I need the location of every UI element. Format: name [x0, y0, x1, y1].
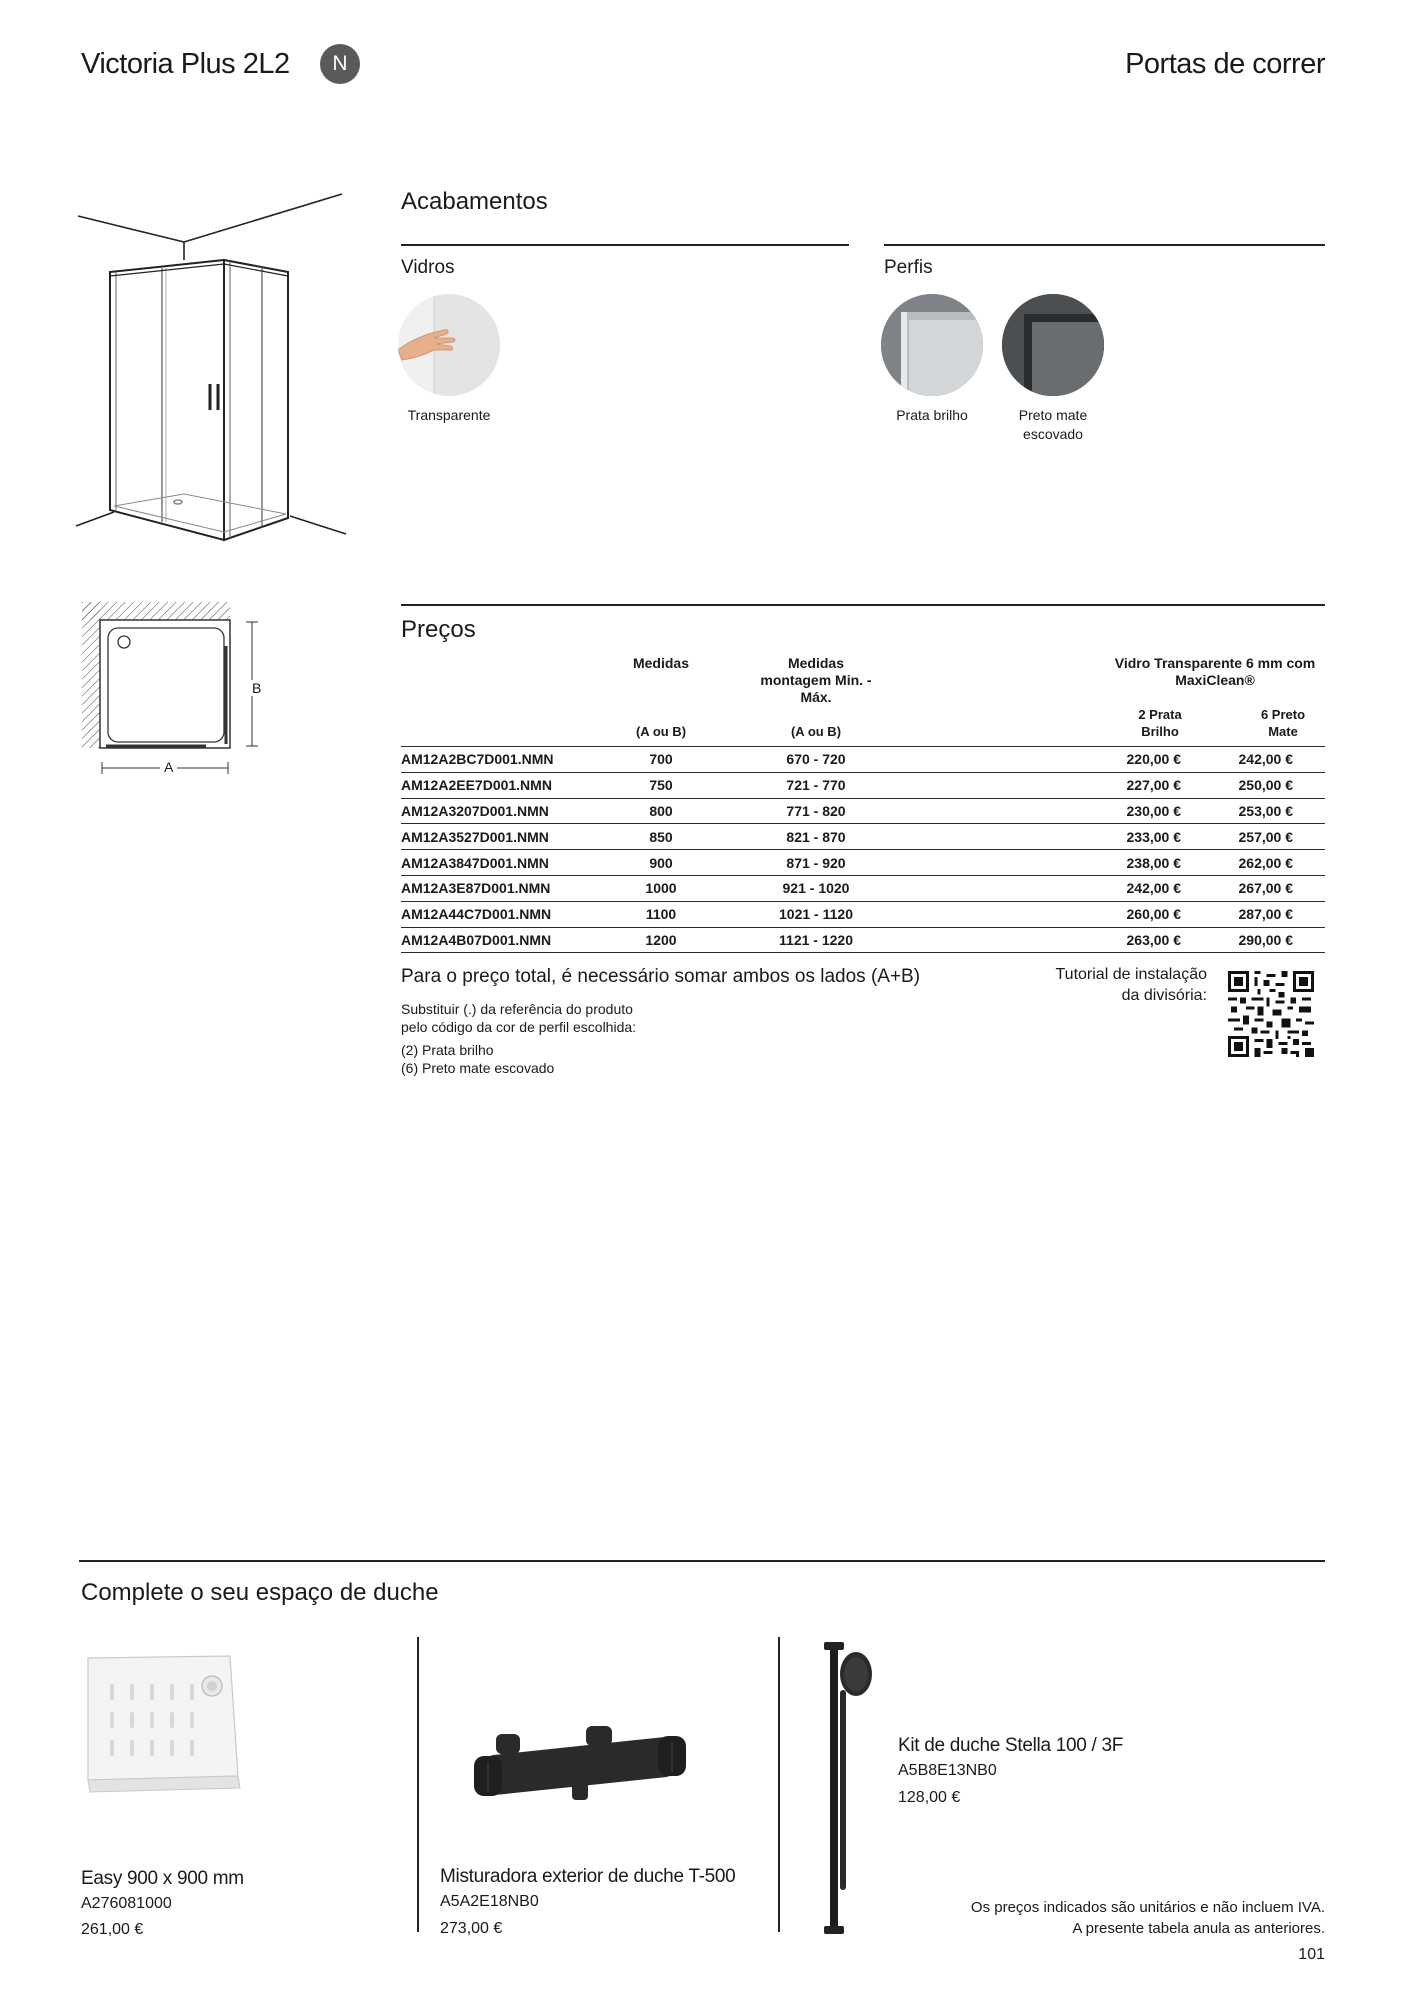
transparent-glass-swatch	[398, 294, 500, 396]
cell-price-prata: 227,00 €	[1065, 772, 1195, 798]
finishes-glass-rule	[401, 244, 849, 246]
black-profile-icon	[1002, 294, 1104, 396]
profiles-title: Perfis	[884, 257, 933, 278]
complete-title: Complete o seu espaço de duche	[81, 1579, 439, 1606]
footer-note-line-2: A presente tabela anula as anteriores.	[1072, 1920, 1325, 1937]
cell-price-preto: 262,00 €	[1195, 850, 1325, 876]
dimension-a-label: A	[160, 759, 177, 775]
cell-price-preto: 290,00 €	[1195, 927, 1325, 953]
table-row	[401, 875, 1325, 901]
black-profile-swatch	[1002, 294, 1104, 396]
shower-mixer-image	[462, 1712, 702, 1812]
cell-price-preto: 267,00 €	[1195, 875, 1325, 901]
subheader-prata: 2 Prata Brilho	[1138, 707, 1182, 739]
cell-medida: 850	[591, 824, 731, 850]
product-code-mixer: A5A2E18NB0	[440, 1893, 539, 1910]
category-title: Portas de correr	[1125, 48, 1325, 80]
cell-ref: AM12A3E87D001.NMN	[401, 875, 591, 901]
cell-price-preto: 242,00 €	[1195, 747, 1325, 773]
table-row	[401, 798, 1325, 824]
shower-tray-image	[80, 1648, 246, 1808]
header-vidro: Vidro Transparente 6 mm com MaxiClean®	[1114, 655, 1316, 688]
cell-medida: 750	[591, 772, 731, 798]
finishes-profiles-rule	[884, 244, 1325, 246]
product-separator-2	[778, 1637, 780, 1932]
cell-price-preto: 250,00 €	[1195, 772, 1325, 798]
cell-ref: AM12A4B07D001.NMN	[401, 927, 591, 953]
header-montagem: Medidas montagem Min. - Máx.	[760, 655, 872, 705]
cell-montagem: 771 - 820	[731, 798, 901, 824]
cell-price-prata: 233,00 €	[1065, 824, 1195, 850]
cell-montagem: 871 - 920	[731, 850, 901, 876]
installation-tutorial-label	[1056, 964, 1208, 1006]
cell-montagem: 1121 - 1220	[731, 927, 901, 953]
finishes-title: Acabamentos	[401, 188, 548, 215]
cell-ref: AM12A2EE7D001.NMN	[401, 772, 591, 798]
cell-montagem: 670 - 720	[731, 747, 901, 773]
plan-diagram	[78, 598, 278, 774]
cell-montagem: 1021 - 1120	[731, 901, 901, 927]
shower-enclosure-illustration	[74, 188, 354, 548]
cell-price-prata: 220,00 €	[1065, 747, 1195, 773]
product-name-mixer: Misturadora exterior de duche T-500	[440, 1866, 736, 1887]
product-separator-1	[417, 1637, 419, 1932]
cell-price-preto: 257,00 €	[1195, 824, 1325, 850]
price-table-subheader	[401, 706, 1325, 747]
cell-price-prata: 238,00 €	[1065, 850, 1195, 876]
tutorial-line-2: da divisória:	[1121, 987, 1207, 1004]
cell-medida: 1100	[591, 901, 731, 927]
cell-medida: 900	[591, 850, 731, 876]
prices-rule	[401, 604, 1325, 606]
silver-profile-swatch	[881, 294, 983, 396]
total-price-note: Para o preço total, é necessário somar ambos os lados (A+B)	[401, 966, 921, 987]
replace-note-line-1: Substituir (.) da referência do produto	[401, 1001, 633, 1017]
shower-kit-image	[820, 1640, 880, 1936]
cell-price-prata: 230,00 €	[1065, 798, 1195, 824]
cell-price-prata: 263,00 €	[1065, 927, 1195, 953]
cell-montagem: 821 - 870	[731, 824, 901, 850]
color-code-preto: (6) Preto mate escovado	[401, 1060, 555, 1076]
glass-title: Vidros	[401, 257, 455, 278]
cell-ref: AM12A3847D001.NMN	[401, 850, 591, 876]
new-badge: N	[320, 44, 360, 84]
hand-on-glass-icon	[398, 294, 500, 396]
cell-ref: AM12A3527D001.NMN	[401, 824, 591, 850]
cell-price-preto: 287,00 €	[1195, 901, 1325, 927]
footer-note-line-1: Os preços indicados são unitários e não incluem IVA.	[970, 1899, 1325, 1916]
cell-montagem: 921 - 1020	[731, 875, 901, 901]
color-code-prata: (2) Prata brilho	[401, 1042, 494, 1058]
header-medidas: Medidas	[632, 655, 689, 671]
product-price-tray: 261,00 €	[81, 1921, 144, 1938]
table-row	[401, 850, 1325, 876]
price-table	[401, 655, 1325, 953]
prices-title: Preços	[401, 616, 476, 643]
price-table-header	[401, 655, 1325, 706]
cell-medida: 1200	[591, 927, 731, 953]
dimension-b-label: B	[252, 680, 262, 696]
swatch-label-silver: Prata brilho	[896, 407, 968, 423]
cell-medida: 800	[591, 798, 731, 824]
swatch-label-transparent: Transparente	[407, 407, 491, 423]
cell-medida: 1000	[591, 875, 731, 901]
cell-montagem: 721 - 770	[731, 772, 901, 798]
tutorial-line-1: Tutorial de instalação	[1055, 966, 1207, 983]
footer-note	[971, 1897, 1325, 1939]
subheader-medidas: (A ou B)	[635, 724, 687, 739]
table-row	[401, 747, 1325, 773]
cell-price-preto: 253,00 €	[1195, 798, 1325, 824]
table-row	[401, 901, 1325, 927]
subheader-montagem: (A ou B)	[790, 724, 842, 739]
subheader-preto: 6 Preto Mate	[1260, 707, 1306, 739]
cell-ref: AM12A2BC7D001.NMN	[401, 747, 591, 773]
cell-ref: AM12A44C7D001.NMN	[401, 901, 591, 927]
cell-price-prata: 260,00 €	[1065, 901, 1195, 927]
product-code-kit: A5B8E13NB0	[898, 1762, 997, 1779]
replace-note-line-2: pelo código da cor de perfil escolhida:	[401, 1019, 637, 1035]
product-price-kit: 128,00 €	[898, 1789, 961, 1806]
table-row	[401, 772, 1325, 798]
product-price-mixer: 273,00 €	[440, 1920, 503, 1937]
page-title: Victoria Plus 2L2	[81, 48, 290, 80]
product-name-tray: Easy 900 x 900 mm	[81, 1868, 244, 1889]
swatch-label-black: Preto mate escovado	[1018, 407, 1088, 442]
product-name-kit: Kit de duche Stella 100 / 3F	[898, 1735, 1124, 1756]
table-row	[401, 927, 1325, 953]
silver-profile-icon	[881, 294, 983, 396]
cell-medida: 700	[591, 747, 731, 773]
product-code-tray: A276081000	[81, 1895, 172, 1912]
page-number: 101	[1298, 1946, 1325, 1963]
qr-code-icon[interactable]	[1228, 971, 1314, 1057]
table-row	[401, 824, 1325, 850]
complete-rule	[79, 1560, 1325, 1562]
cell-ref: AM12A3207D001.NMN	[401, 798, 591, 824]
cell-price-prata: 242,00 €	[1065, 875, 1195, 901]
